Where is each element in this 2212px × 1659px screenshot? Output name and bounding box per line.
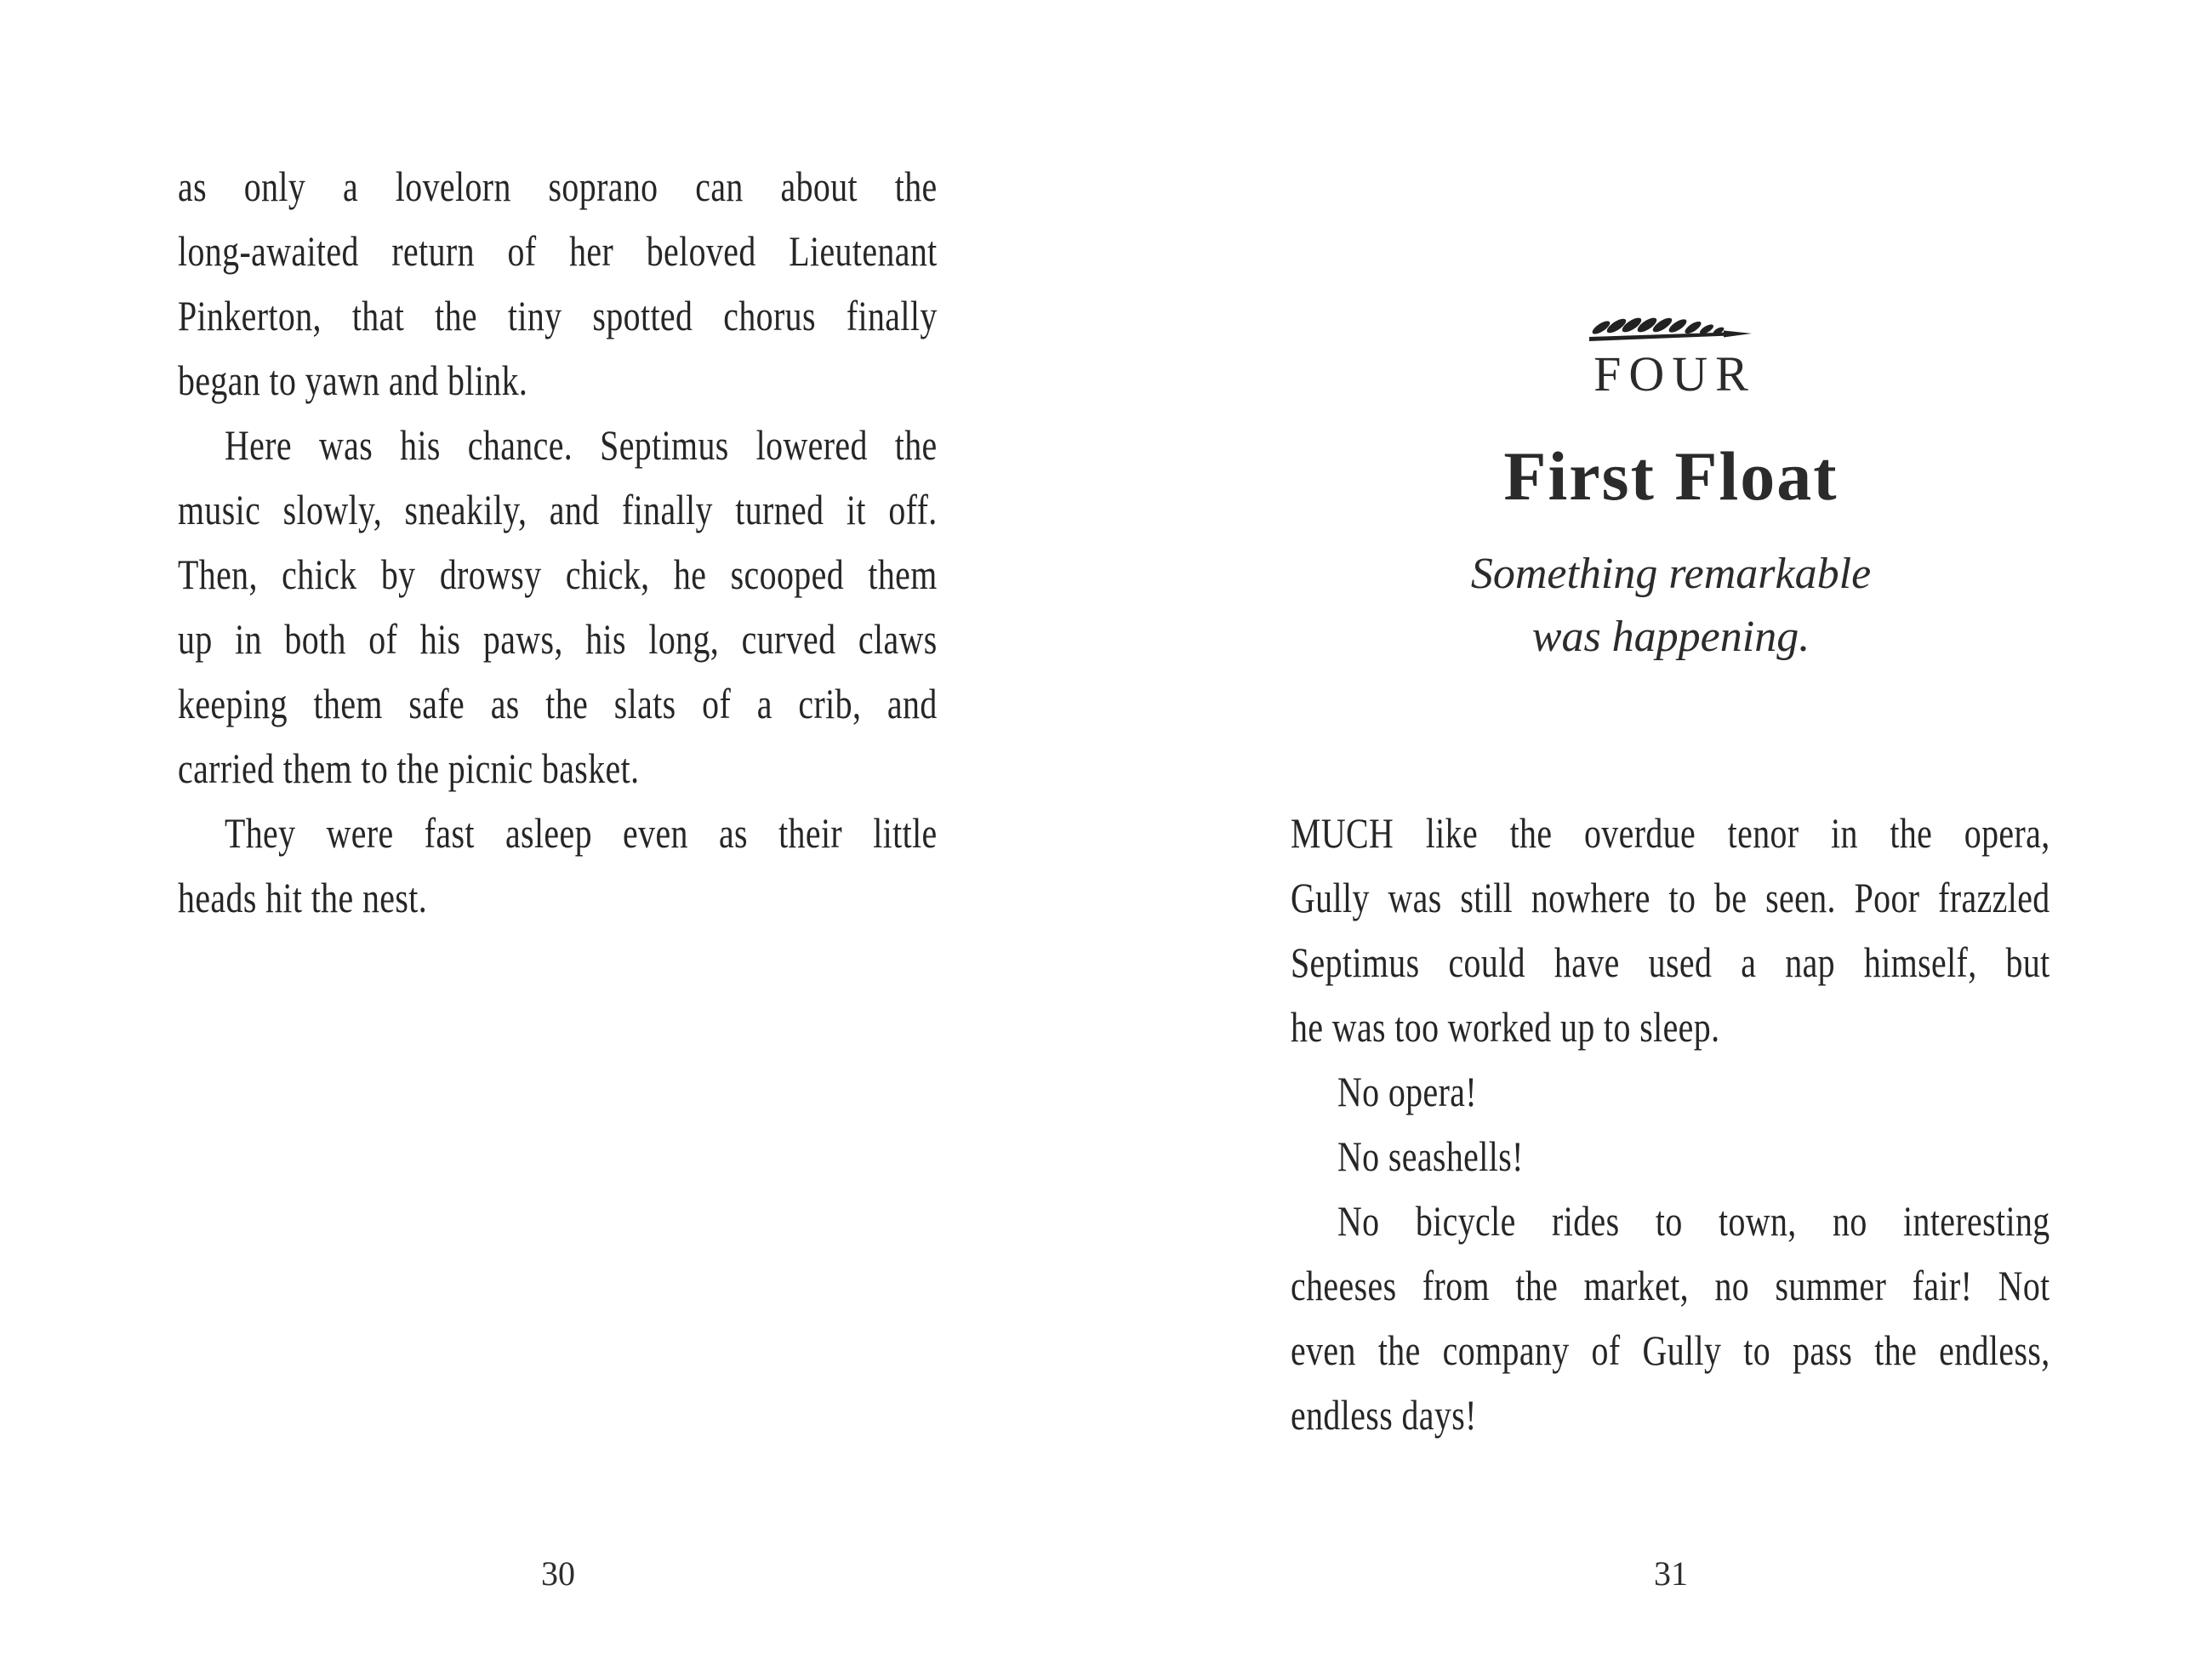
text-line: heads hit the nest. bbox=[178, 874, 428, 921]
text-line: Gully was still nowhere to be seen. Poor frazzled bbox=[1291, 874, 2050, 921]
page-number-left: 30 bbox=[541, 1554, 575, 1593]
text-line: endless days! bbox=[1291, 1391, 1477, 1439]
text-line: Here was his chance. Septimus lowered the bbox=[224, 421, 938, 469]
chapter-number: FOUR bbox=[1593, 346, 1756, 402]
chapter-subtitle-line: Something remarkable bbox=[1470, 550, 1872, 598]
text-line: as only a lovelorn soprano can about the bbox=[178, 162, 938, 210]
text-line: cheeses from the market, no summer fair! Not bbox=[1291, 1262, 2050, 1309]
text-line: long-awaited return of her beloved Lieutenant bbox=[178, 227, 938, 275]
text-line: They were fast asleep even as their little bbox=[224, 809, 938, 857]
text-line: carried them to the picnic basket. bbox=[178, 744, 640, 792]
text-line: keeping them safe as the slats of a crib, and bbox=[178, 680, 938, 727]
text-line: music slowly, sneakily, and finally turned it off. bbox=[178, 486, 938, 533]
text-line: No seashells! bbox=[1337, 1132, 1524, 1180]
chapter-title: First Float bbox=[1503, 437, 1839, 515]
left-page-text-block bbox=[178, 154, 938, 930]
book-page-right bbox=[1106, 0, 2212, 1659]
text-line: even the company of Gully to pass the endless, bbox=[1291, 1326, 2050, 1374]
text-line: MUCH like the overdue tenor in the opera, bbox=[1291, 809, 2050, 857]
chapter-subtitle bbox=[1291, 543, 2051, 669]
text-line: Then, chick by drowsy chick, he scooped them bbox=[178, 550, 938, 598]
text-line: Pinkerton, that the tiny spotted chorus finally bbox=[178, 292, 938, 339]
text-line: Septimus could have used a nap himself, but bbox=[1291, 938, 2050, 986]
text-line: up in both of his paws, his long, curved claws bbox=[178, 615, 938, 663]
text-line: No bicycle rides to town, no interesting bbox=[1337, 1197, 2050, 1245]
text-line: began to yawn and blink. bbox=[178, 356, 528, 404]
text-line: he was too worked up to sleep. bbox=[1291, 1003, 1720, 1051]
text-line: No opera! bbox=[1337, 1068, 1478, 1115]
chapter-subtitle-line: was happening. bbox=[1531, 613, 1810, 661]
page-number-right: 31 bbox=[1654, 1554, 1688, 1593]
right-page-text-block bbox=[1291, 801, 2050, 1447]
